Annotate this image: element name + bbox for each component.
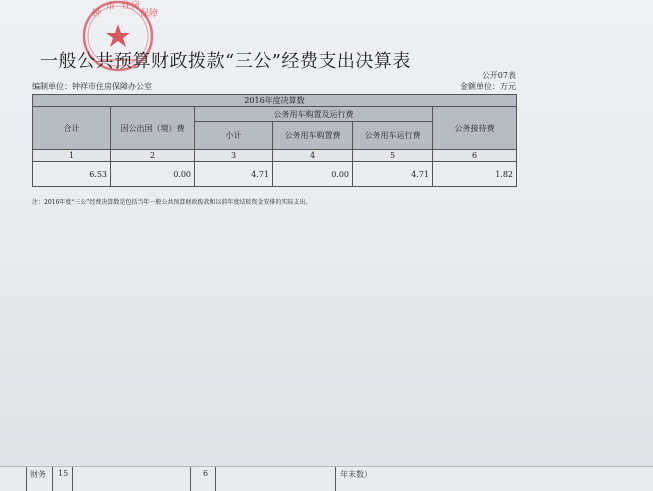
fragment-cell: 15 — [58, 469, 69, 478]
svg-text:钟: 钟 — [92, 9, 102, 19]
table-header-row — [33, 107, 517, 122]
fragment-cell: 财务 — [30, 470, 46, 479]
header-reception: 公务接待费 — [433, 107, 517, 150]
value-abroad: 0.00 — [111, 162, 195, 187]
index-cell: 2 — [111, 150, 195, 162]
organization-label: 编制单位：钟祥市住房保障办公室 — [32, 82, 152, 91]
index-cell: 5 — [353, 150, 433, 162]
svg-text:保障: 保障 — [140, 9, 159, 19]
value-reception: 1.82 — [433, 162, 517, 187]
fragment-cell: 6 — [203, 469, 209, 478]
index-cell: 4 — [273, 150, 353, 162]
document-code: 公开07表 — [481, 71, 516, 80]
expenditure-table — [32, 94, 517, 187]
year-header: 2016年度决算数 — [33, 95, 517, 107]
footnote: 注：2016年度“三公”经费决算数是包括当年一般公共预算财政拨款和以前年度结转资金安排的实际支出。 — [32, 199, 312, 206]
value-subtotal: 4.71 — [195, 162, 273, 187]
index-cell: 3 — [195, 150, 273, 162]
table-header-row — [33, 95, 517, 107]
page-title: 一般公共预算财政拨款“三公”经费支出决算表 — [40, 51, 411, 72]
header-vehicle-operation: 公务用车运行费 — [353, 122, 433, 150]
index-cell: 1 — [33, 150, 111, 162]
header-abroad: 因公出国（境）费 — [111, 107, 195, 150]
header-total: 合计 — [33, 107, 111, 150]
svg-text:住房: 住房 — [122, 1, 141, 11]
fragment-cell: 年末数） — [340, 470, 372, 479]
header-vehicle: 公务用车购置及运行费 — [195, 107, 433, 122]
header-vehicle-purchase: 公务用车购置费 — [273, 122, 353, 150]
table-row — [33, 162, 517, 187]
value-vehicle-operation: 4.71 — [353, 162, 433, 187]
svg-text:市: 市 — [106, 2, 116, 12]
index-row — [33, 150, 517, 162]
index-cell: 6 — [433, 150, 517, 162]
next-page-fragment — [0, 466, 653, 491]
value-total: 6.53 — [33, 162, 111, 187]
amount-unit-label: 金额单位：万元 — [460, 82, 516, 91]
value-vehicle-purchase: 0.00 — [273, 162, 353, 187]
header-subtotal: 小计 — [195, 122, 273, 150]
